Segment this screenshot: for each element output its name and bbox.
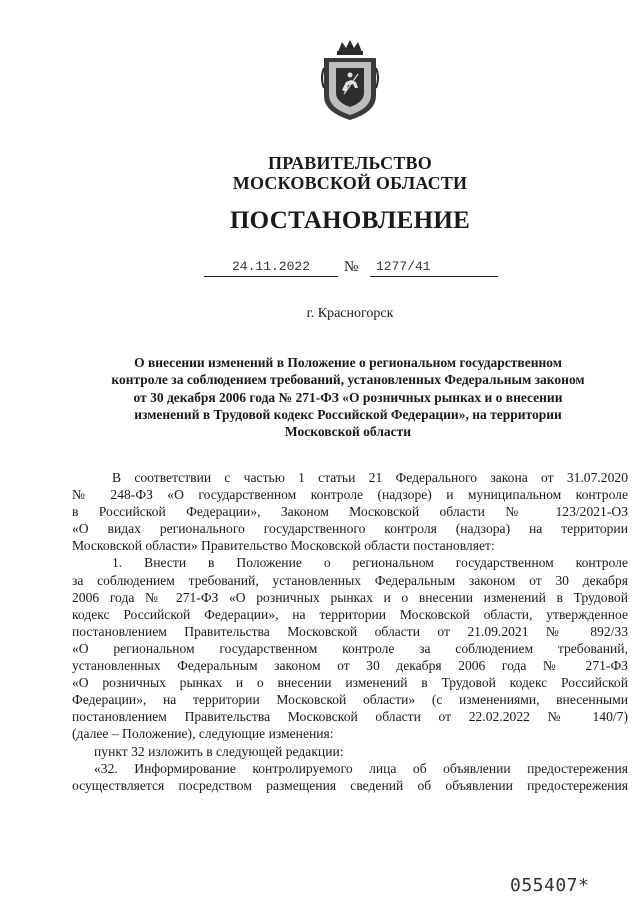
subject-line: изменений в Трудовой кодекс Российской Федерации», на территории bbox=[134, 406, 562, 422]
body-line: кодекс Российской Федерации», на территории Московской области, утвержденное bbox=[72, 606, 628, 622]
body-line: (далее – Положение), следующие изменения: bbox=[72, 726, 334, 742]
number-sign: № bbox=[344, 259, 359, 275]
decree-body bbox=[72, 469, 628, 794]
body-line: «О розничных рынках и о внесении изменений в Трудовой кодекс Российской bbox=[72, 675, 628, 691]
body-line: в Российской Федерации», Законом Московской области № 123/2021-ОЗ bbox=[72, 504, 628, 520]
body-line: за соблюдением требований, установленных Федеральным законом от 30 декабря bbox=[72, 572, 628, 588]
date-number-row bbox=[204, 258, 504, 280]
subject-line: О внесении изменений в Положение о региональном государственном bbox=[134, 355, 562, 370]
decree-date: 24.11.2022 bbox=[204, 258, 338, 277]
body-line: В соответствии с частью 1 статьи 21 Федерального закона от 31.07.2020 bbox=[112, 470, 628, 485]
subject-line: Московской области bbox=[284, 424, 412, 440]
moscow-region-coat-of-arms-icon bbox=[318, 38, 382, 122]
body-line: осуществляется посредством размещения сведений об объявлении предостережения bbox=[72, 777, 628, 793]
government-title-line2: МОСКОВСКОЙ ОБЛАСТИ bbox=[232, 173, 468, 193]
decree-number: 1277/41 bbox=[370, 258, 498, 277]
body-line: 2006 года № 271-ФЗ «О розничных рынках и о внесении изменений в Трудовой bbox=[72, 589, 628, 605]
body-line: «32. Информирование контролируемого лица об объявлении предостережения bbox=[94, 760, 628, 776]
body-line: 1. Внести в Положение о региональном государственном контроле bbox=[112, 555, 628, 571]
body-line: № 248-ФЗ «О государственном контроле (надзоре) и муниципальном контроле bbox=[72, 487, 628, 503]
body-line: установленных Федеральным законом от 30 декабря 2006 года № 271-ФЗ bbox=[72, 658, 628, 674]
body-line: Московской области» Правительство Московской области постановляет: bbox=[72, 538, 495, 554]
body-line: «О видах регионального государственного контроля (надзора) на территории bbox=[72, 521, 628, 537]
body-line: постановлением Правительства Московской области от 21.09.2021 № 892/33 bbox=[72, 623, 628, 639]
serial-stamp: 055407* bbox=[510, 875, 590, 896]
decree-subject bbox=[78, 354, 618, 440]
subject-line: контроле за соблюдением требований, установленных Федеральным законом bbox=[111, 372, 585, 388]
body-line: пункт 32 изложить в следующей редакции: bbox=[94, 743, 344, 759]
decree-title: ПОСТАНОВЛЕНИЕ bbox=[229, 207, 471, 234]
subject-line: от 30 декабря 2006 года № 271-ФЗ «О розничных рынках и о внесении bbox=[133, 389, 563, 405]
city-name: г. Красногорск bbox=[306, 306, 394, 321]
body-line: постановлением Правительства Московской области от 22.02.2022 № 140/7) bbox=[72, 709, 628, 725]
government-title-line1: ПРАВИТЕЛЬСТВО bbox=[268, 153, 432, 173]
body-line: Федерации», на территории Московской области» (с изменениями, внесенными bbox=[72, 692, 628, 708]
body-line: «О региональном государственном контроле за соблюдением требований, bbox=[72, 640, 628, 656]
